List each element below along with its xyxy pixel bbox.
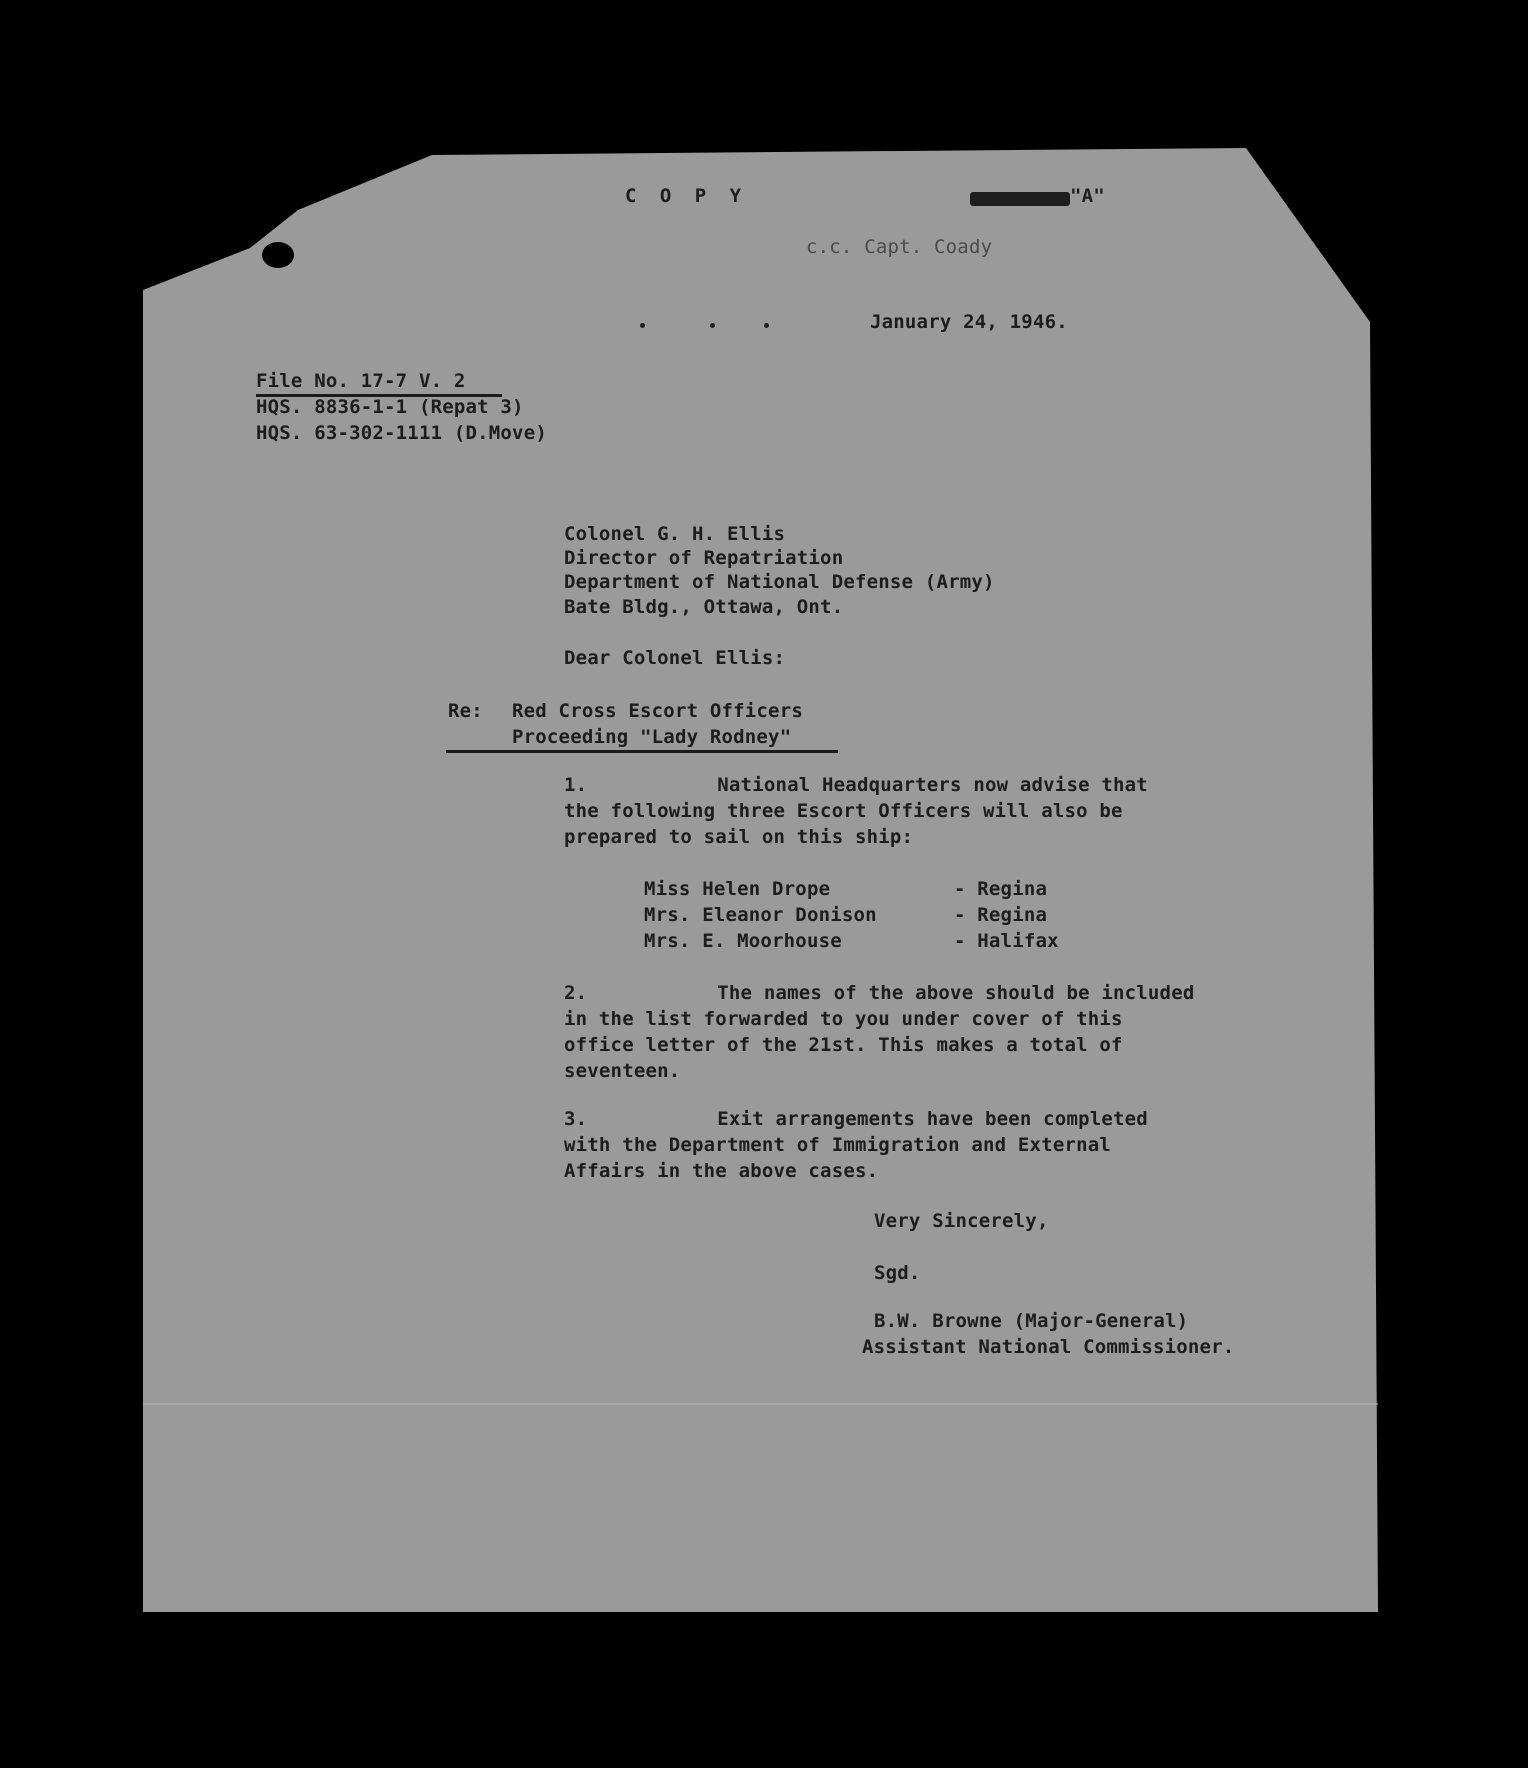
- officer-city: - Regina: [954, 904, 1048, 926]
- dot: [640, 323, 645, 328]
- cc-line: c.c. Capt. Coady: [806, 236, 993, 258]
- officer-name: Miss Helen Drope: [644, 878, 831, 900]
- list-item: [644, 928, 1059, 954]
- addressee-line: Director of Repatriation: [564, 547, 844, 569]
- subject-label: Re:: [448, 700, 483, 722]
- list-item: [644, 902, 1059, 928]
- paragraph-line: seventeen.: [564, 1060, 681, 1082]
- paragraph-line: in the list forwarded to you under cover of this: [564, 1008, 1123, 1030]
- paragraph-line: Affairs in the above cases.: [564, 1160, 879, 1182]
- redacted-mark: [970, 192, 1070, 206]
- officers-list: [644, 876, 1059, 954]
- file-ref: HQS. 63-302-1111 (D.Move): [256, 422, 547, 444]
- paragraph-number: 2.: [564, 982, 588, 1004]
- officer-name: Mrs. E. Moorhouse: [644, 930, 842, 952]
- list-item: [644, 876, 1059, 902]
- officer-city: - Halifax: [954, 930, 1059, 952]
- paragraph-number: 3.: [564, 1108, 588, 1130]
- signatory-title: Assistant National Commissioner.: [862, 1336, 1235, 1358]
- officer-name: Mrs. Eleanor Donison: [644, 904, 877, 926]
- subject-underline: [446, 750, 838, 753]
- dot: [764, 323, 769, 328]
- file-ref: HQS. 8836-1-1 (Repat 3): [256, 396, 524, 418]
- paragraph-line: the following three Escort Officers will also be: [564, 800, 1123, 822]
- valediction: Very Sincerely,: [874, 1210, 1049, 1232]
- addressee-line: Department of National Defense (Army): [564, 571, 995, 593]
- paragraph-line: with the Department of Immigration and External: [564, 1134, 1112, 1156]
- paragraph-line: prepared to sail on this ship:: [564, 826, 914, 848]
- paragraph-line: The names of the above should be included: [717, 982, 1195, 1004]
- salutation: Dear Colonel Ellis:: [564, 647, 786, 669]
- file-ref: File No. 17-7 V. 2: [256, 370, 466, 392]
- paragraph-2: [564, 980, 1194, 1084]
- paragraph-line: Exit arrangements have been completed: [717, 1108, 1148, 1130]
- letter-date: January 24, 1946.: [870, 311, 1068, 333]
- subject-line: Red Cross Escort Officers: [512, 700, 803, 722]
- paragraph-1: [564, 772, 1148, 850]
- punch-hole: [262, 242, 294, 268]
- paragraph-3: [564, 1106, 1148, 1184]
- paragraph-number: 1.: [564, 774, 588, 796]
- redacted-note: "A": [1070, 185, 1105, 207]
- addressee-line: Colonel G. H. Ellis: [564, 523, 786, 545]
- paragraph-line: office letter of the 21st. This makes a total of: [564, 1034, 1123, 1056]
- dot: [710, 323, 715, 328]
- signed-mark: Sgd.: [874, 1262, 921, 1284]
- signatory-name: B.W. Browne (Major-General): [874, 1310, 1189, 1332]
- addressee-line: Bate Bldg., Ottawa, Ont.: [564, 596, 844, 618]
- officer-city: - Regina: [954, 878, 1048, 900]
- subject-line: Proceeding "Lady Rodney": [512, 726, 792, 748]
- paragraph-line: National Headquarters now advise that: [717, 774, 1148, 796]
- copy-mark: C O P Y: [625, 185, 748, 207]
